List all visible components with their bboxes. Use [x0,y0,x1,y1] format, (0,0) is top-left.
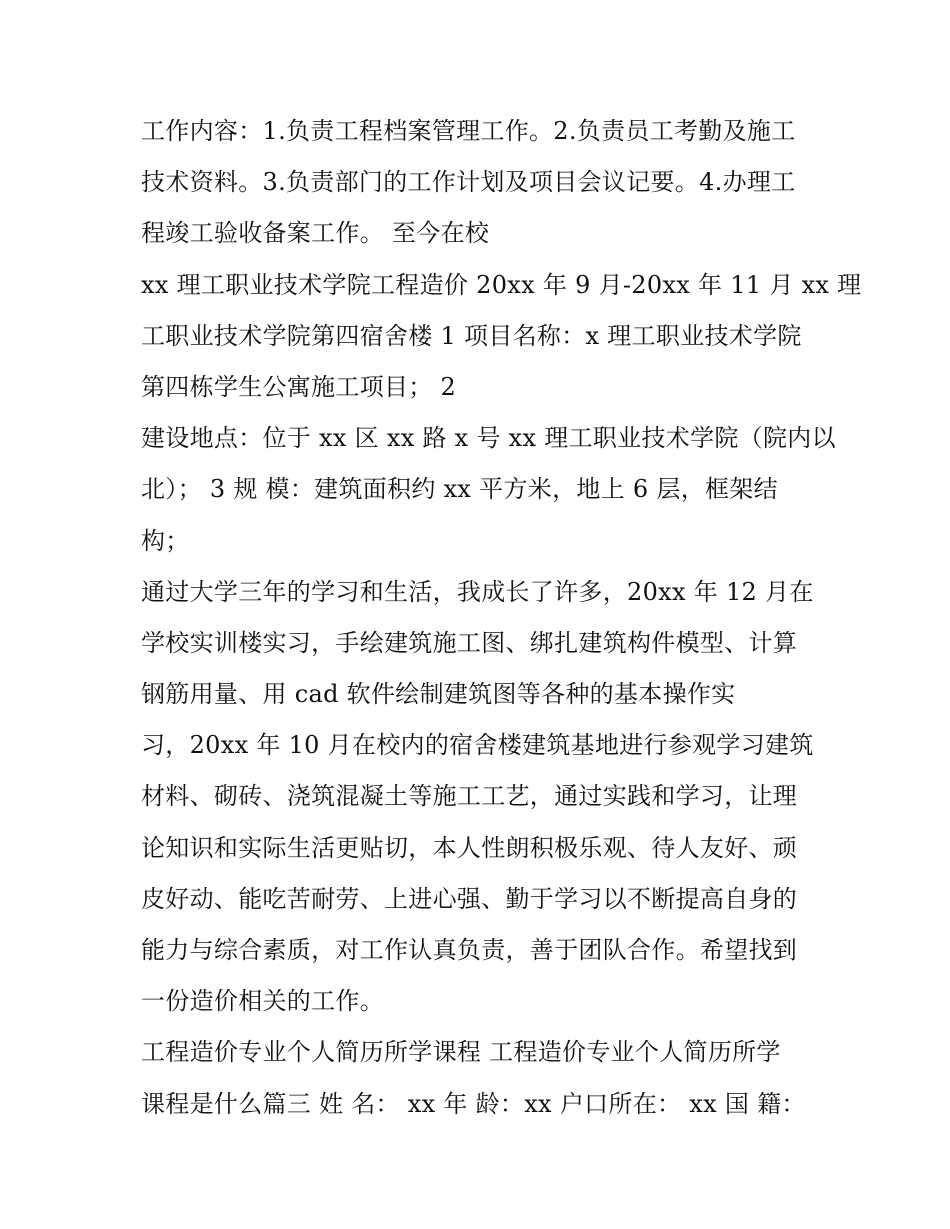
text-line: 能力与综合素质，对工作认真负责，善于团队合作。希望找到 [141,936,798,964]
text-line: 课程是什么篇三 姓 名： xx 年 龄：xx 户口所在： xx 国 籍： [141,1089,806,1118]
text-line: 工程造价专业个人简历所学课程 工程造价专业个人简历所学 [141,1038,781,1067]
text-line: xx 理工职业技术学院工程造价 20xx 年 9 月-20xx 年 11 月 xx 理 [141,270,862,299]
text-line: 第四栋学生公寓施工项目； 2 [141,372,457,401]
text-line: 一份造价相关的工作。 [141,987,384,1016]
text-line: 习，20xx 年 10 月在校内的宿舍楼建筑基地进行参观学习建筑 [141,731,814,760]
text-line: 通过大学三年的学习和生活，我成长了许多，20xx 年 12 月在 [141,577,814,606]
text-line: 建设地点：位于 xx 区 xx 路 x 号 xx 理工职业技术学院（院内以 [141,424,836,453]
text-line: 材料、砌砖、浇筑混凝土等施工工艺，通过实践和学习，让理 [141,782,798,811]
text-line: 钢筋用量、用 cad 软件绘制建筑图等各种的基本操作实 [141,680,736,709]
text-line: 技术资料。3.负责部门的工作计划及项目会议记要。4.办理工 [141,168,796,197]
resume-text-block [141,106,862,1130]
text-line: 学校实训楼实习，手绘建筑施工图、绑扎建筑构件模型、计算 [141,628,798,657]
text-line: 皮好动、能吃苦耐劳、上进心强、勤于学习以不断提高自身的 [141,884,798,913]
text-line: 工作内容：1.负责工程档案管理工作。2.负责员工考勤及施工 [141,117,796,145]
text-line: 北）； 3 规 模：建筑面积约 xx 平方米，地上 6 层，框架结 [141,475,778,504]
text-line: 构； [141,526,190,555]
text-line: 程竣工验收备案工作。 至今在校 [141,219,490,248]
text-line: 论知识和实际生活更贴切，本人性朗积极乐观、待人友好、顽 [141,833,798,862]
text-line: 工职业技术学院第四宿舍楼 1 项目名称：x 理工职业技术学院 [141,321,802,350]
